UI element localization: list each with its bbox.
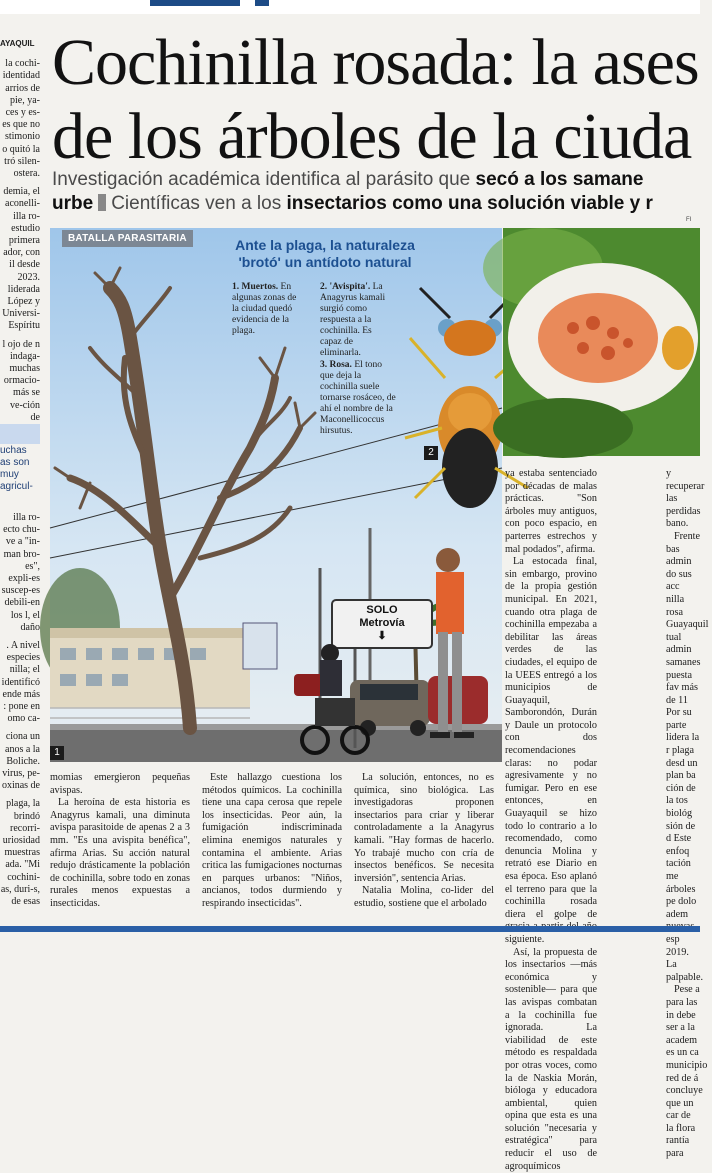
- left-paragraph: ciona un anos a la Boliche. virus, pe-oxinas de: [1, 731, 40, 792]
- left-paragraph: demia, el aconelli-illa ro-estudio primera ador, con il desde 2023. liderada López y Universi-Espíritu: [2, 186, 40, 332]
- top-accent-bar-small: [255, 0, 269, 6]
- article-column-a: [505, 468, 597, 1173]
- article-paragraph: Pese a para las in debe ser a la academ es un ca municipio red de á concluye que un car de la flora rantía para: [666, 984, 708, 1160]
- info-item-heading: 2. 'Avispita'.: [320, 282, 371, 292]
- headline: [52, 26, 712, 174]
- left-column-lower: [0, 512, 40, 912]
- arrow-down-icon: ⬇: [377, 630, 387, 642]
- info-item-heading: 3. Rosa.: [320, 360, 352, 370]
- photo-number-badge: 2: [424, 446, 438, 460]
- subhead-bold: secó a los samane: [475, 169, 644, 190]
- article-paragraph: Este hallazgo cuestiona los métodos químicos. La cochinilla tiene una capa cerosa que repele los insecticidas. Peor aún, la fumigación indiscriminada elimina enemigos naturales y contamina el ambiente. Arias critica las fumigaciones nocturnas en parques urbanos: "Niños, ancianos, todos durmiendo y respirando insecticidas".: [202, 772, 342, 909]
- headline-line: Cochinilla rosada: la ases: [52, 26, 699, 99]
- headline-line: de los árboles de la ciuda: [52, 100, 692, 173]
- metrovia-sign: [336, 604, 428, 643]
- article-paragraph: Frente bas admin do sus acc nilla rosa Guayaquil tual admin samanes puesta fav más de 11 Por su parte lidera la r plaga desd un plan ba ción de la tos biológ sión de d Este enfoq tación me árboles pe dolo adem esp 2019. La palpable.: [666, 530, 709, 983]
- separator-square: [98, 194, 106, 211]
- subhead-text: Científicas ven a los: [111, 193, 287, 214]
- top-accent-bar: [150, 0, 240, 6]
- article-paragraph: Natalia Molina, co-lider del estudio, sostiene que el arbolado: [354, 885, 494, 909]
- cochineal-closeup-illustration: [503, 228, 700, 456]
- sign-text: SOLO: [366, 604, 398, 616]
- sign-text: Metrovía: [359, 617, 405, 629]
- bottom-bar: [0, 926, 700, 932]
- left-quote-box: [0, 424, 40, 444]
- info-title: Ante la plaga, la naturaleza 'brotó' un antídoto natural: [235, 237, 415, 270]
- photo-number-badge: 1: [50, 746, 64, 760]
- article-paragraph: La estocada final, sin embargo, provino de la propia gestión municipal. En 2021, cuando otra plaga de cochinilla empezaba a debilitar las áreas verdes de las ciudades, el equipo de la UEES entregó a los municipios de Guayaquil, Samborondón, Durán y Daule un protocolo con dos recomendaciones claras: no podar agresivamente y no fumigar. Pero en ese entonces, en Guayaquil se hizo todo lo contrario a lo recomendado, como denuncia Molina y retrató ese Diario en esa época. Eso aplanó el terreno para que la cochinilla rosada diera el golpe de siguiente.: [505, 556, 597, 945]
- article-column-c: [50, 772, 190, 911]
- article-paragraph: y recuperar las perdidas bano.: [666, 468, 705, 530]
- left-paragraph: l ojo de n indaga-muchas ormacio-más se ve-ción de: [2, 338, 40, 423]
- info-item-text: El tono que deja la cochinilla suele tornarse rosáceo, de ahí el nombre de la Maconellicoccus hirsutus.: [320, 360, 396, 436]
- info-item-text: La Anagyrus kamali surgió como respuesta a la cochinilla. Es capaz de eliminarla.: [320, 282, 386, 358]
- article-paragraph: momias emergieron pequeñas avispas.: [50, 772, 190, 796]
- subheadline: [52, 168, 712, 216]
- cochineal-closeup-photo: [503, 228, 700, 456]
- left-paragraph: la cochi-identidad arrios de pie, ya-ces y es-es que no stimonio o quitó la tró silen-ostera.: [2, 58, 40, 180]
- article-paragraph: La solución, entonces, no es química, sino biológica. Las investigadoras proponen insectarios para criar y liberar controladamente a la Anagyrus kamali. "Hay formas de hacerlo. Yo trabajé mucho con cría de insectos benéficos. Se necesita inversión", sentencia Arias.: [354, 772, 494, 884]
- info-item-text: En algunas zonas de la ciudad quedó evidencia de la plaga.: [232, 282, 297, 336]
- top-band: [0, 0, 700, 14]
- photo-credit: FI: [686, 217, 692, 223]
- section-tag: BATALLA PARASITARIA: [62, 230, 193, 247]
- article-paragraph: La heroína de esta historia es Anagyrus kamali, una diminuta avispa parasitoide de apenas 2 a 3 mm. "Es una avispita benéfica", afirma Arias. Su acción natural redujo drásticamente la población de cochinilla, sobre todo en zonas rurales menos expuestas a insecticidas.: [50, 797, 190, 909]
- left-paragraph: . A nivel especies nilla; el identificó ende más : pone en omo ca-: [1, 640, 40, 725]
- left-paragraph: plaga, la brindó recorri-uriosidad muestras ada. "Mi cochini-as, duri-s, de esas: [0, 798, 40, 908]
- subhead-bold: urbe: [52, 193, 94, 214]
- info-item-heading: 1. Muertos.: [232, 282, 279, 292]
- article-paragraph: ya estaba sentenciado por décadas de malas prácticas. "Son árboles muy antiguos, con poco espacio, en parterres estrechos y mal podados", afirma.: [505, 468, 597, 555]
- article-column-d: [202, 772, 342, 911]
- section-label: AYAQUIL: [0, 39, 35, 48]
- left-paragraph: illa ro-ecto chu-ve a "in-man bro-es", expli-es suscep-es debili-en los l, el daño: [1, 512, 40, 633]
- article-paragraph: Así, la propuesta de los insectarios —más económica y sostenible— para que las avispas combatan a la cochinilla fue ignorada. La viabilidad de este método es respaldada por otras voces, como la de Naskia Morán, bióloga y educadora ambiental, quien opina que esta es una solución "necesaria y estratégica" para reducir el uso de agroquímicos: [505, 946, 597, 1172]
- subhead-text: Investigación académica identifica al parásito que: [52, 169, 476, 190]
- info-item-2: [320, 282, 392, 359]
- subhead-bold: insectarios como una solución viable y r: [286, 193, 653, 214]
- info-item-3: [320, 360, 396, 437]
- left-quote: uchas as son muy agricul-: [0, 445, 33, 492]
- article-column-e: [354, 772, 494, 911]
- article-column-b: [666, 468, 709, 1161]
- info-item-1: [232, 282, 302, 337]
